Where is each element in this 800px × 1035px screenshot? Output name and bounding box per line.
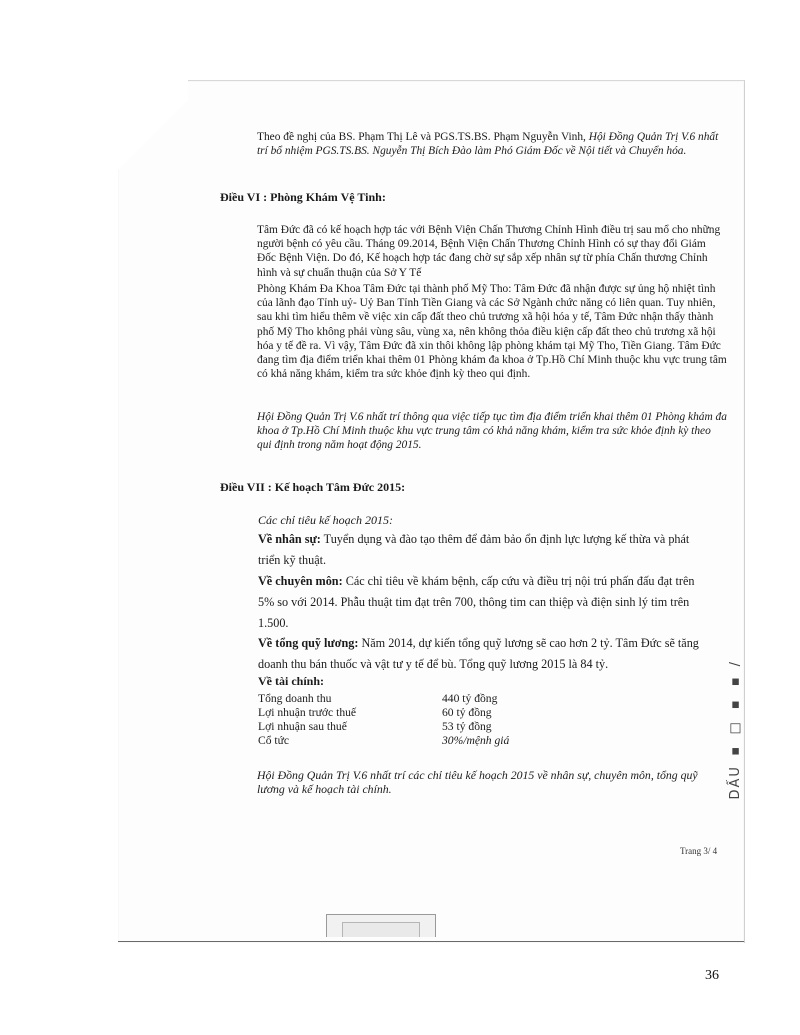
article-6-heading: Điều VI : Phòng Khám Vệ Tinh: [220,190,386,204]
professional-label: Về chuyên môn: [258,574,343,588]
paragraph-board-resolution-clinic: Hội Đồng Quản Trị V.6 nhất trí thông qua việc tiếp tục tìm địa điểm triển khai thêm 01 Phòng khám đa khoa ở Tp.Hồ Chí Minh thuộc khu vực trung tâm có khả năng khám, kiểm tra sức khỏe định kỳ theo qui định trong năm hoạt động 2015. [257,411,727,452]
finance-row-label: Lợi nhuận sau thuế [258,720,347,733]
wage-text: Năm 2014, dự kiến tổng quỹ lương sẽ cao hơn 2 tỷ. Tâm Đức sẽ tăng doanh thu bán thuốc và vật tư y tế để bù. Tổng quỹ lương 2015 là 84 tỷ. [258,636,699,671]
paragraph-final-resolution: Hội Đồng Quản Trị V.6 nhất trí các chỉ tiêu kế hoạch 2015 về nhân sự, chuyên môn, tổng quỹ lương và kế hoạch tài chính. [257,768,698,797]
finance-row-pretax-profit [258,706,582,720]
wage-target [258,633,702,675]
professional-text: Các chỉ tiêu về khám bệnh, cấp cứu và điều trị nội trú phấn đấu đạt trên 5% so với 2014. Phẫu thuật tim đạt trên 700, thông tim can thiệp và điện sinh lý tim trên 1.500. [258,574,695,630]
finance-row-aftertax-profit [258,720,582,734]
paragraph-my-tho-clinic: Phòng Khám Đa Khoa Tâm Đức tại thành phố Mỹ Tho: Tâm Đức đã nhận được sự ủng hộ nhiệt tình của lãnh đạo Tỉnh uỷ- Uỷ Ban Tỉnh Tiền Giang và các Sở Ngành chức năng có liên quan. Tuy nhiên, sau khi tìm hiểu thêm về việc xin cấp đất theo chủ trương xã hội hóa y tế, Tâm Đức nhận thấy thành phố Mỹ Tho không phải vùng sâu, vùng xa, nên không thỏa điều kiện cấp đất theo chủ trương xã hội hóa y tế đề ra. Vì vậy, Tâm Đức đã xin thôi không lập phòng khám tại Mỹ Tho, Tiền Giang. Tâm Đức đang tìm địa điểm triển khai thêm 01 Phòng khám đa khoa ở Tp.Hồ Chí Minh thuộc khu vực trung tâm có khả năng khám, kiểm tra sức khỏe định kỳ theo qui định. [257,283,727,381]
wage-label: Về tổng quỹ lương: [258,636,359,650]
appointment-text: Theo đề nghị của BS. Phạm Thị Lê và PGS.TS.BS. Phạm Nguyễn Vinh, [257,131,589,143]
finance-row-label: Lợi nhuận trước thuế [258,706,357,719]
hr-text: Tuyển dụng và đào tạo thêm để đảm bảo ổn định lực lượng kế thừa và phát triển kỹ thuật. [258,532,690,567]
finance-row-dividend [258,734,582,748]
finance-table [258,692,582,748]
hr-target [258,529,702,571]
finance-row-revenue [258,692,582,706]
targets-intro: Các chỉ tiêu kế hoạch 2015: [258,513,393,527]
appointment-resolution: Hội Đồng Quản Trị V.6 nhất trí bổ nhiệm PGS.TS.BS. Nguyễn Thị Bích Đào làm Phó Giám Đốc về Nội tiết và Chuyển hóa. [257,131,719,158]
paragraph-appointment [257,130,727,158]
side-stamp-text: DẤU ▪ □ ▪ ▪ / [728,660,743,800]
finance-row-label: Cổ tức [258,734,290,747]
paragraph-hospital-cooperation: Tâm Đức đã có kế hoạch hợp tác với Bệnh Viện Chấn Thương Chỉnh Hình điều trị sau mổ cho những người bệnh có yêu cầu. Tháng 09.2014, Bệnh Viện Chấn Thương Chỉnh Hình có sự thay đổi Giám Đốc Bệnh Viện. Do đó, Kế hoạch hợp tác đang chờ sự sắp xếp nhân sự từ phía Chấn thương Chỉnh hình và sự chuẩn thuận của Sở Y Tế [257,224,721,279]
finance-row-value: 30%/mệnh giá [442,734,510,747]
finance-row-value: 60 tỷ đồng [442,706,492,719]
finance-row-label: Tổng doanh thu [258,692,332,705]
page-number: 36 [705,968,719,983]
finance-label: Về tài chính: [258,674,324,688]
article-7-heading: Điều VII : Kế hoạch Tâm Đức 2015: [220,480,406,494]
finance-row-value: 440 tỷ đồng [442,692,498,705]
hr-label: Về nhân sự: [258,532,321,546]
professional-target [258,571,702,634]
scan-page-label: Trang 3/ 4 [680,846,718,856]
finance-row-value: 53 tỷ đồng [442,720,492,733]
